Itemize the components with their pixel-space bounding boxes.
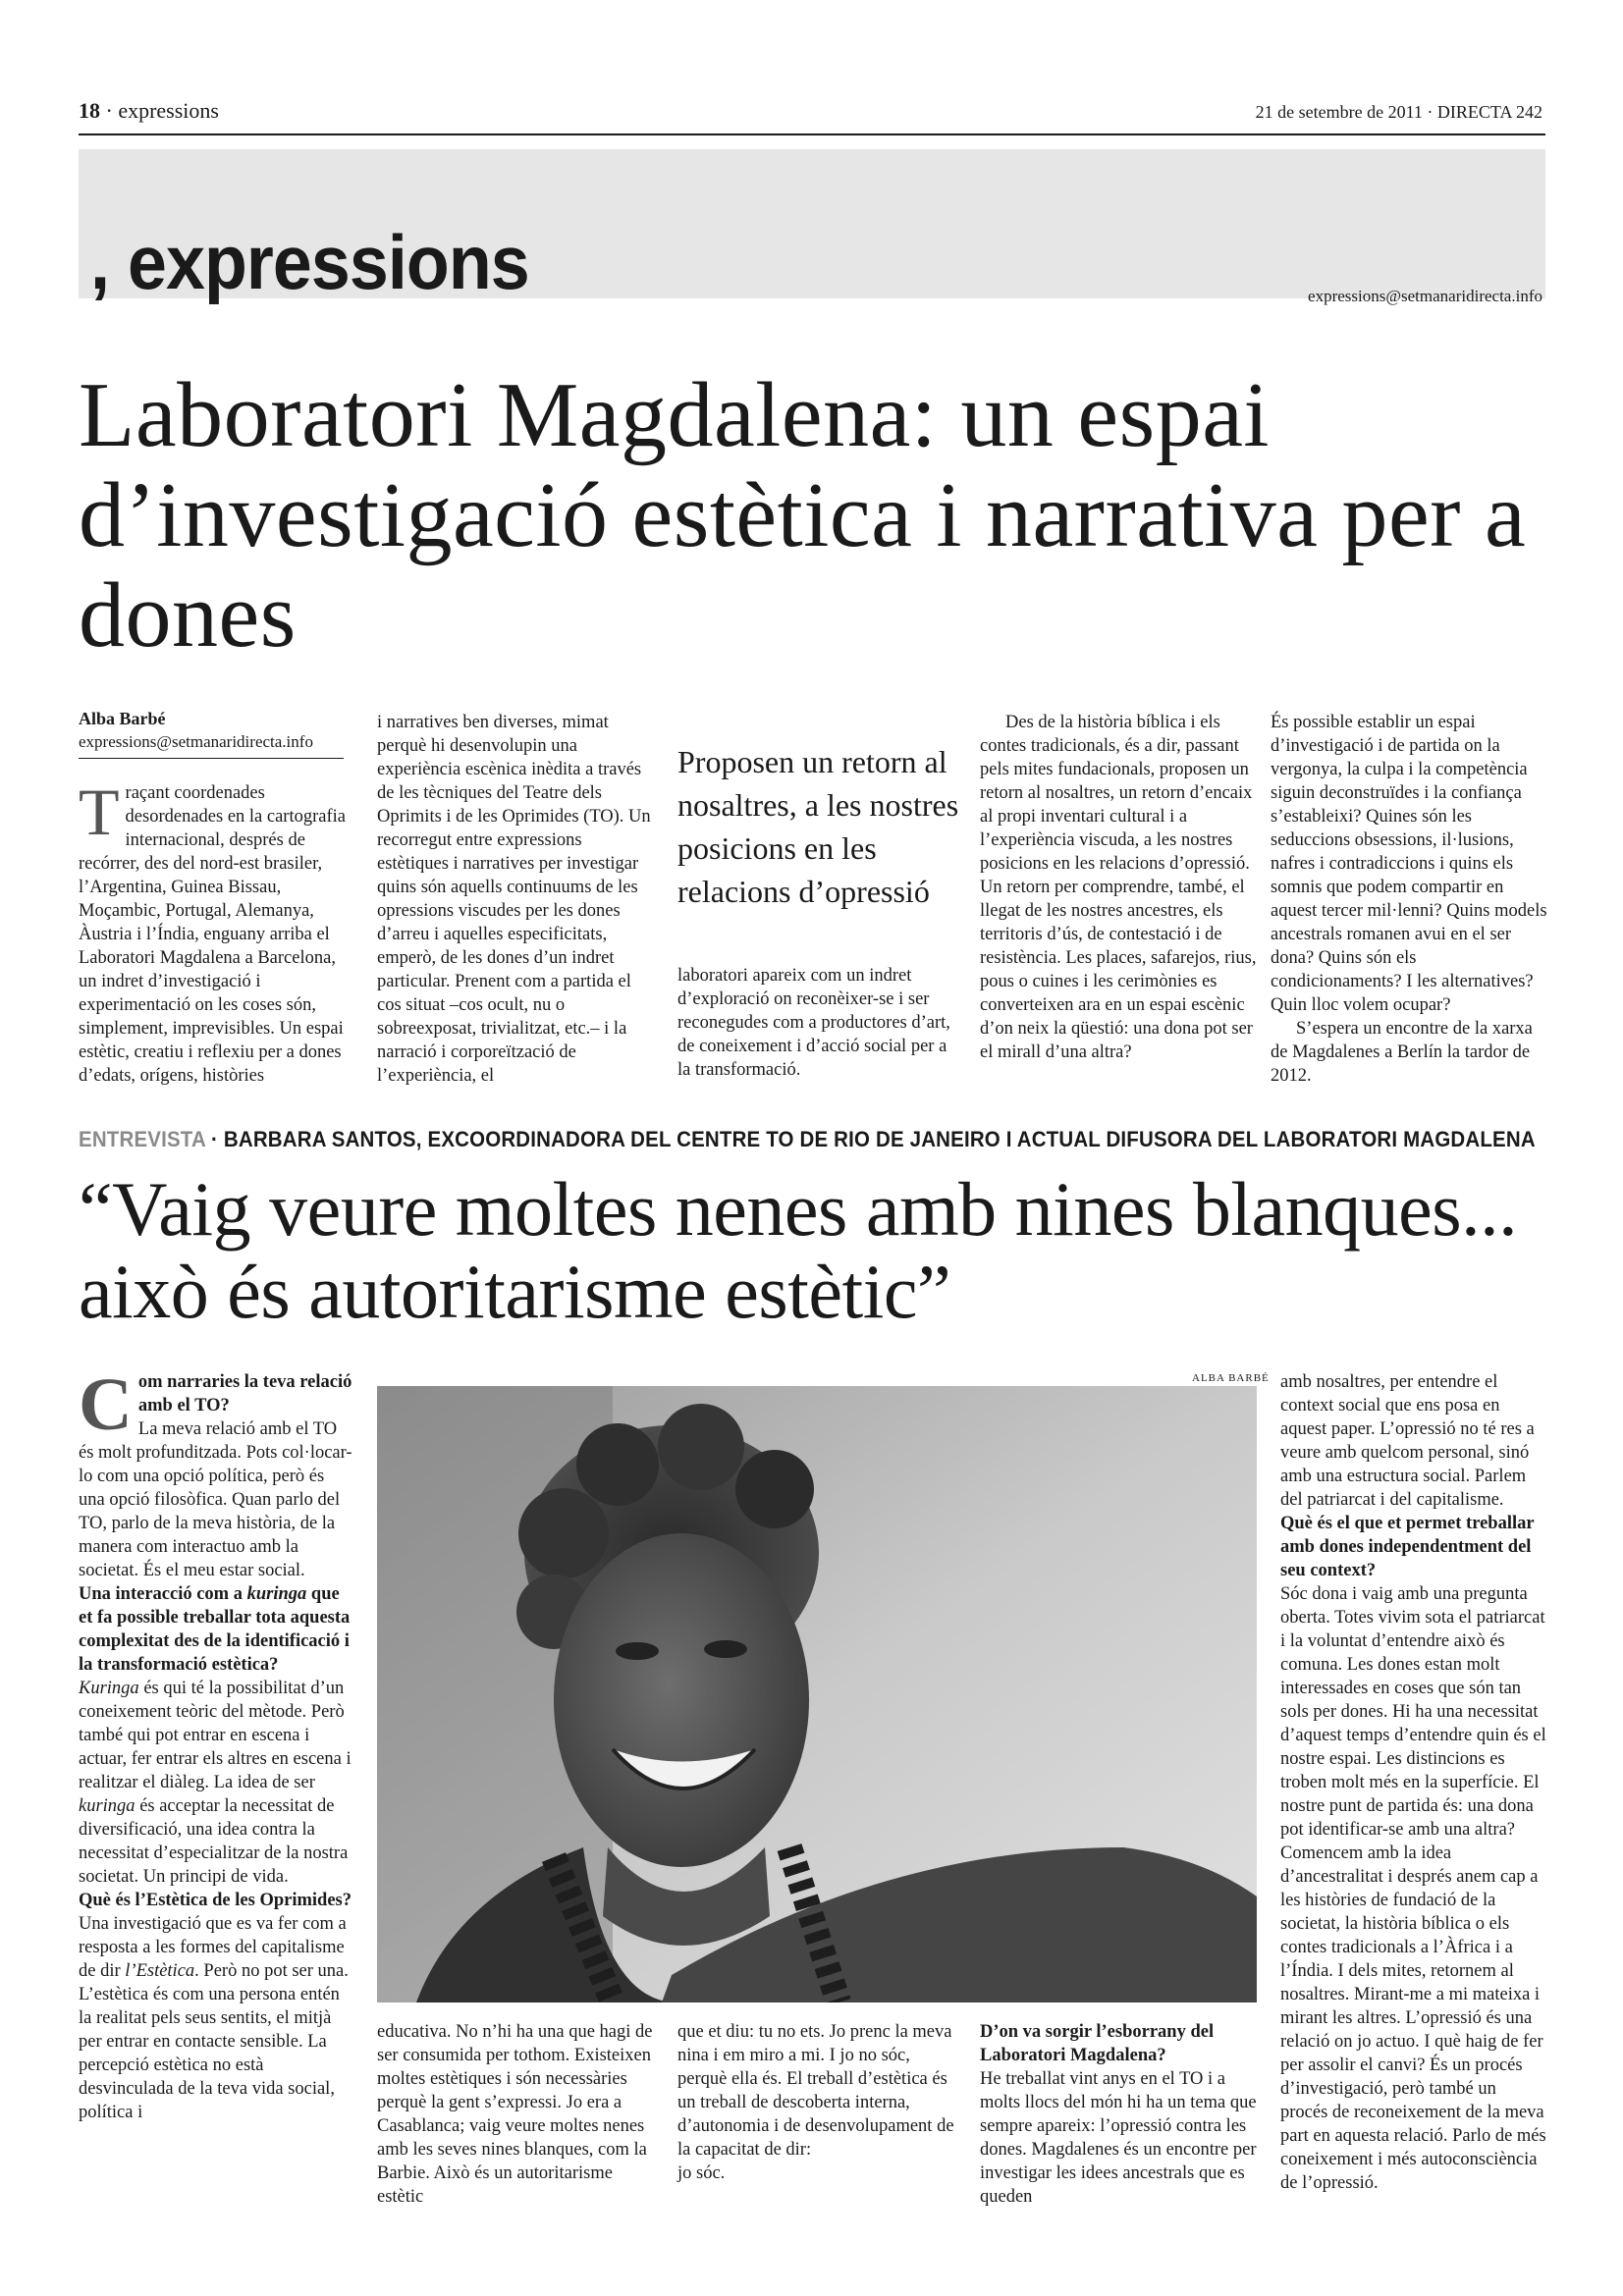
- byline-rule: [79, 758, 344, 759]
- interview-column-1: [79, 1363, 353, 2124]
- answer: [79, 1912, 353, 2124]
- article-headline: Laboratori Magdalena: un espai d’investigació estètica i narrativa per a dones: [79, 364, 1527, 667]
- article-text: És possible establir un espai d’investigació i de partida on la vergonya, la culpa i la competència siguin deconstruïdes i la confiança s’estableixi? Quines són les seduccions obsessions, il·lusions, nafres i contradiccions i quins els somnis que podem compartir en aquest tercer mil·lenni? Quins models ancestrals romanen avui en el ser dona? Quins són els condicionaments? I les alternatives? Quin lloc volem ocupar?: [1271, 713, 1547, 1015]
- question-text: que et fa possible treballar tota aquesta complexitat des de la identificació i la transformació estètica?: [79, 1584, 351, 1675]
- question-text: Una interacció com a: [79, 1584, 247, 1604]
- interview-column-2: [377, 2020, 656, 2209]
- interview-subject: · BARBARA SANTOS, EXCOORDINADORA DEL CENTRE TO DE RIO DE JANEIRO I ACTUAL DIFUSORA DEL LABORATORI MAGDALENA: [205, 1127, 1536, 1151]
- byline-name: Alba Barbé: [79, 709, 166, 728]
- answer: La meva relació amb el TO és molt profunditzada. Pots col·locar-lo com una opció política, però és una opció filosòfica. Quan parlo del TO, parlo de la meva història, de la manera com interactuo amb la societat. És el meu estar social.: [79, 1419, 352, 1580]
- section-email: expressions@setmanaridirecta.info: [1308, 287, 1542, 305]
- answer: He treballat vint anys en el TO i a molts llocs del món hi ha un tema que sempre apareix: l’opressió contra les dones. Magdalenes és un encontre per investigar les idees ancestrals que es queden: [980, 2069, 1257, 2207]
- page-number: 18: [79, 98, 100, 123]
- interview-column-4: [980, 2020, 1265, 2209]
- question: om narraries la teva relació amb el TO?: [137, 1372, 352, 1415]
- interview-kind: ENTREVISTA: [79, 1127, 206, 1151]
- section-title: , expressions: [90, 219, 529, 305]
- page-folio: [79, 98, 219, 124]
- answer-text: Una investigació que es va fer com a resposta a les formes del capitalisme de dir: [79, 1914, 347, 1981]
- question: Què és el que et permet treballar amb dones independentment del seu context?: [1280, 1514, 1535, 1580]
- article-text: S’espera un encontre de la xarxa de Magdalenes a Berlín la tardor de 2012.: [1271, 1019, 1533, 1086]
- article-text: raçant coordenades desordenades en la cartografia internacional, després de recórrer, des del nord-est brasiler, l’Argentina, Guinea Bissau, Moçambic, Portugal, Alemanya, Àustria i l’Índia, enguany arriba el Laboratori Magdalena a Barcelona, un indret d’investigació i experimentació on les coses són, simplement, imprevisibles. Un espai estètic, creatiu i reflexiu per a dones d’edats, orígens, històries: [79, 783, 346, 1086]
- answer-text: . Però no pot ser una. L’estètica és com una persona entén la realitat pels seus sentits, el mitjà per entrar en contacte sensible. La percepció estètica no està desvinculada de la teva vida social, política i: [79, 1961, 349, 2122]
- answer: Sóc dona i vaig amb una pregunta oberta. Totes vivim sota el patriarcat i la voluntat d’entendre això és comuna. Les dones estan molt interessades en coses que són tan sols per dones. Hi ha una necessitat d’aquest temps d’entendre quin és el nostre espai. Les distincions es troben molt més en la superfície. El nostre punt de partida és: una dona pot identificar-se amb una altra? Comencem amb la idea d’ancestralitat i després anem cap a les històries de fundació de la societat, la història bíblica o els contes tradicionals a l’Àfrica i a l’Índia. I dels mites, retornem al nosaltres. Mirant-me a mi mateixa i mirant les altres. L’opressió és una relació on jo actuo. I què haig de fer per assolir el canvi? És un procés d’investigació, però també un procés de reconeixement de la meva part en aquesta relació. Parlo de més coneixement i més autoconsciència de l’opressió.: [1280, 1584, 1546, 2193]
- article-column-1: [79, 774, 352, 1088]
- article-column-5: [1271, 711, 1547, 1088]
- top-rule: [79, 133, 1545, 135]
- answer: amb nosaltres, per entendre el context social que ens posa en aquest paper. L’opressió no té res a veure amb quelcom personal, sinó amb una estructura social. Parlem del patriarcat i del capitalisme.: [1280, 1372, 1535, 1510]
- question: Què és l’Estètica de les Oprimides?: [79, 1891, 352, 1910]
- question-emphasis: kuringa: [246, 1584, 307, 1604]
- answer-text: educativa. No n’hi ha una que hagi de ser consumida per tothom. Existeixen moltes estètiques i són necessàries perquè la gent s’expressi. Jo era a Casablanca; vaig veure moltes nenes amb les seves nines blanques, com la Barbie. Això és un autoritarisme estètic: [377, 2022, 653, 2207]
- article-column-4: [980, 711, 1265, 1064]
- answer-emphasis: l’Estètica: [125, 1961, 195, 1981]
- drop-cap: T: [79, 774, 120, 849]
- article-text: Des de la història bíblica i els contes tradicionals, és a dir, passant pels mites fundacionals, proposen un retorn al nosaltres, un retorn d’encaix al propi inventari cultural i a l’experiència viscuda, a les nostres posicions en les relacions d’opressió. Un retorn per comprendre, també, el llegat de les nostres ancestres, els territoris d’ús, de contestació i de resistència. Les places, safarejos, rius, pous o cuines i les cerimònies es converteixen ara en un espai escènic d’on neix la qüestió: una dona pot ser el mirall d’una altra?: [980, 713, 1257, 1062]
- answer-emphasis: Kuringa: [79, 1679, 139, 1698]
- photo-credit: ALBA BARBÉ: [1192, 1372, 1270, 1384]
- answer-text: és acceptar la necessitat de diversificació, una idea contra la necessitat d’especialitzar de la nostra societat. Un principi de vida.: [79, 1796, 349, 1887]
- byline-email: expressions@setmanaridirecta.info: [79, 732, 313, 751]
- folio-date-issue: 21 de setembre de 2011 · DIRECTA 242: [1255, 102, 1542, 122]
- answer-emphasis: kuringa: [79, 1796, 135, 1816]
- article-text: i narratives ben diverses, mimat perquè hi desenvolupin una experiència escènica inèdita a través de les tècniques del Teatre dels Oprimits i de les Oprimides (TO). Un recorregut entre expressions estètiques i narratives per investigar quins són aquells continuums de les opressions viscudes per les dones d’arreu i aquelles especificitats, emperò, de les dones d’un indret particular. Prenent com a partida el cos situat –cos ocult, nu o sobreexposat, trivialitzat, etc.– i la narració i corporeïtzació de l’experiència, el: [377, 713, 651, 1086]
- answer: [79, 1677, 353, 1889]
- portrait-photo: [377, 1386, 1257, 2002]
- interview-column-3: [677, 2020, 962, 2185]
- interview-headline: “Vaig veure moltes nenes amb nines blanques... això és autoritarisme estètic”: [79, 1166, 1518, 1334]
- interview-label: [79, 1127, 1536, 1152]
- answer-text: és qui té la possibilitat d’un coneixement teòric del mètode. Però també qui pot entrar en escena i actuar, fer entrar els altres en escena i realitzar el diàleg. La idea de ser: [79, 1679, 352, 1792]
- folio-section: · expressions: [105, 98, 219, 123]
- drop-cap: C: [79, 1363, 133, 1446]
- portrait-illustration: [377, 1386, 1257, 2002]
- article-column-2: [377, 711, 656, 1088]
- article-column-3: [677, 964, 962, 1082]
- pull-quote: Proposen un retorn al nosaltres, a les nostres posicions en les relacions d’opressió: [677, 744, 959, 909]
- question: [79, 1582, 353, 1677]
- question: D’on va sorgir l’esborrany del Laboratori Magdalena?: [980, 2022, 1215, 2065]
- article-text: laboratori apareix com un indret d’exploració on reconèixer-se i ser reconegudes com a productores d’art, de coneixement i d’acció social per a la transformació.: [677, 966, 950, 1080]
- answer-text: jo sóc.: [677, 2163, 726, 2183]
- answer-text: que et diu: tu no ets. Jo prenc la meva nina i em miro a mi. I jo no sóc, perquè ella és. El treball d’estètica és un treball de descoberta interna, d’autonomia i de desenvolupament de la capacitat de dir:: [677, 2022, 954, 2160]
- interview-column-5: [1280, 1370, 1547, 2195]
